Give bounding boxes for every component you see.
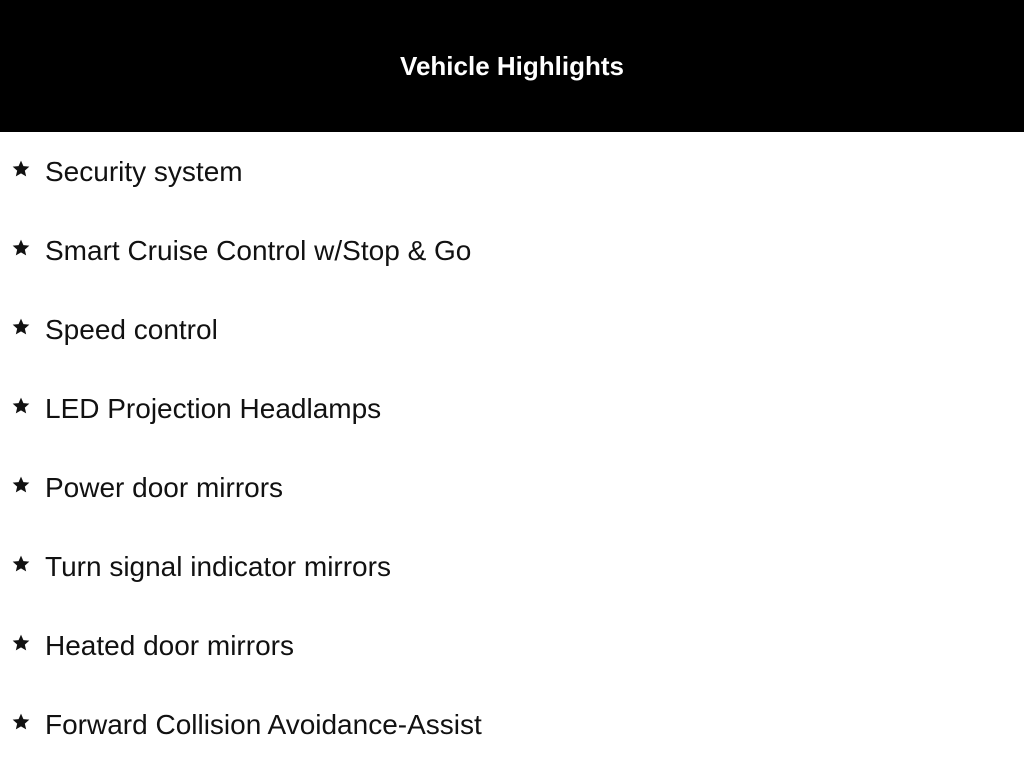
list-item xyxy=(0,527,1024,606)
star-icon xyxy=(11,238,31,258)
list-item xyxy=(0,211,1024,290)
highlights-list xyxy=(0,132,1024,764)
header-banner xyxy=(0,0,1024,132)
star-icon xyxy=(11,475,31,495)
list-item xyxy=(0,685,1024,764)
list-item-label: Smart Cruise Control w/Stop & Go xyxy=(45,235,472,266)
star-icon xyxy=(11,633,31,653)
list-item xyxy=(0,290,1024,369)
star-icon xyxy=(11,159,31,179)
list-item xyxy=(0,369,1024,448)
list-item-label: LED Projection Headlamps xyxy=(45,393,382,424)
list-item xyxy=(0,606,1024,685)
list-item xyxy=(0,448,1024,527)
list-item-label: Speed control xyxy=(45,314,218,345)
page-title: Vehicle Highlights xyxy=(400,51,624,81)
list-item-label: Security system xyxy=(45,156,243,187)
star-icon xyxy=(11,317,31,337)
list-item-label: Heated door mirrors xyxy=(45,630,294,661)
list-item-label: Power door mirrors xyxy=(45,472,284,503)
star-icon xyxy=(11,554,31,574)
list-item-label: Forward Collision Avoidance-Assist xyxy=(45,709,482,740)
star-icon xyxy=(11,712,31,732)
star-icon xyxy=(11,396,31,416)
list-item-label: Turn signal indicator mirrors xyxy=(45,551,391,582)
list-item xyxy=(0,132,1024,211)
